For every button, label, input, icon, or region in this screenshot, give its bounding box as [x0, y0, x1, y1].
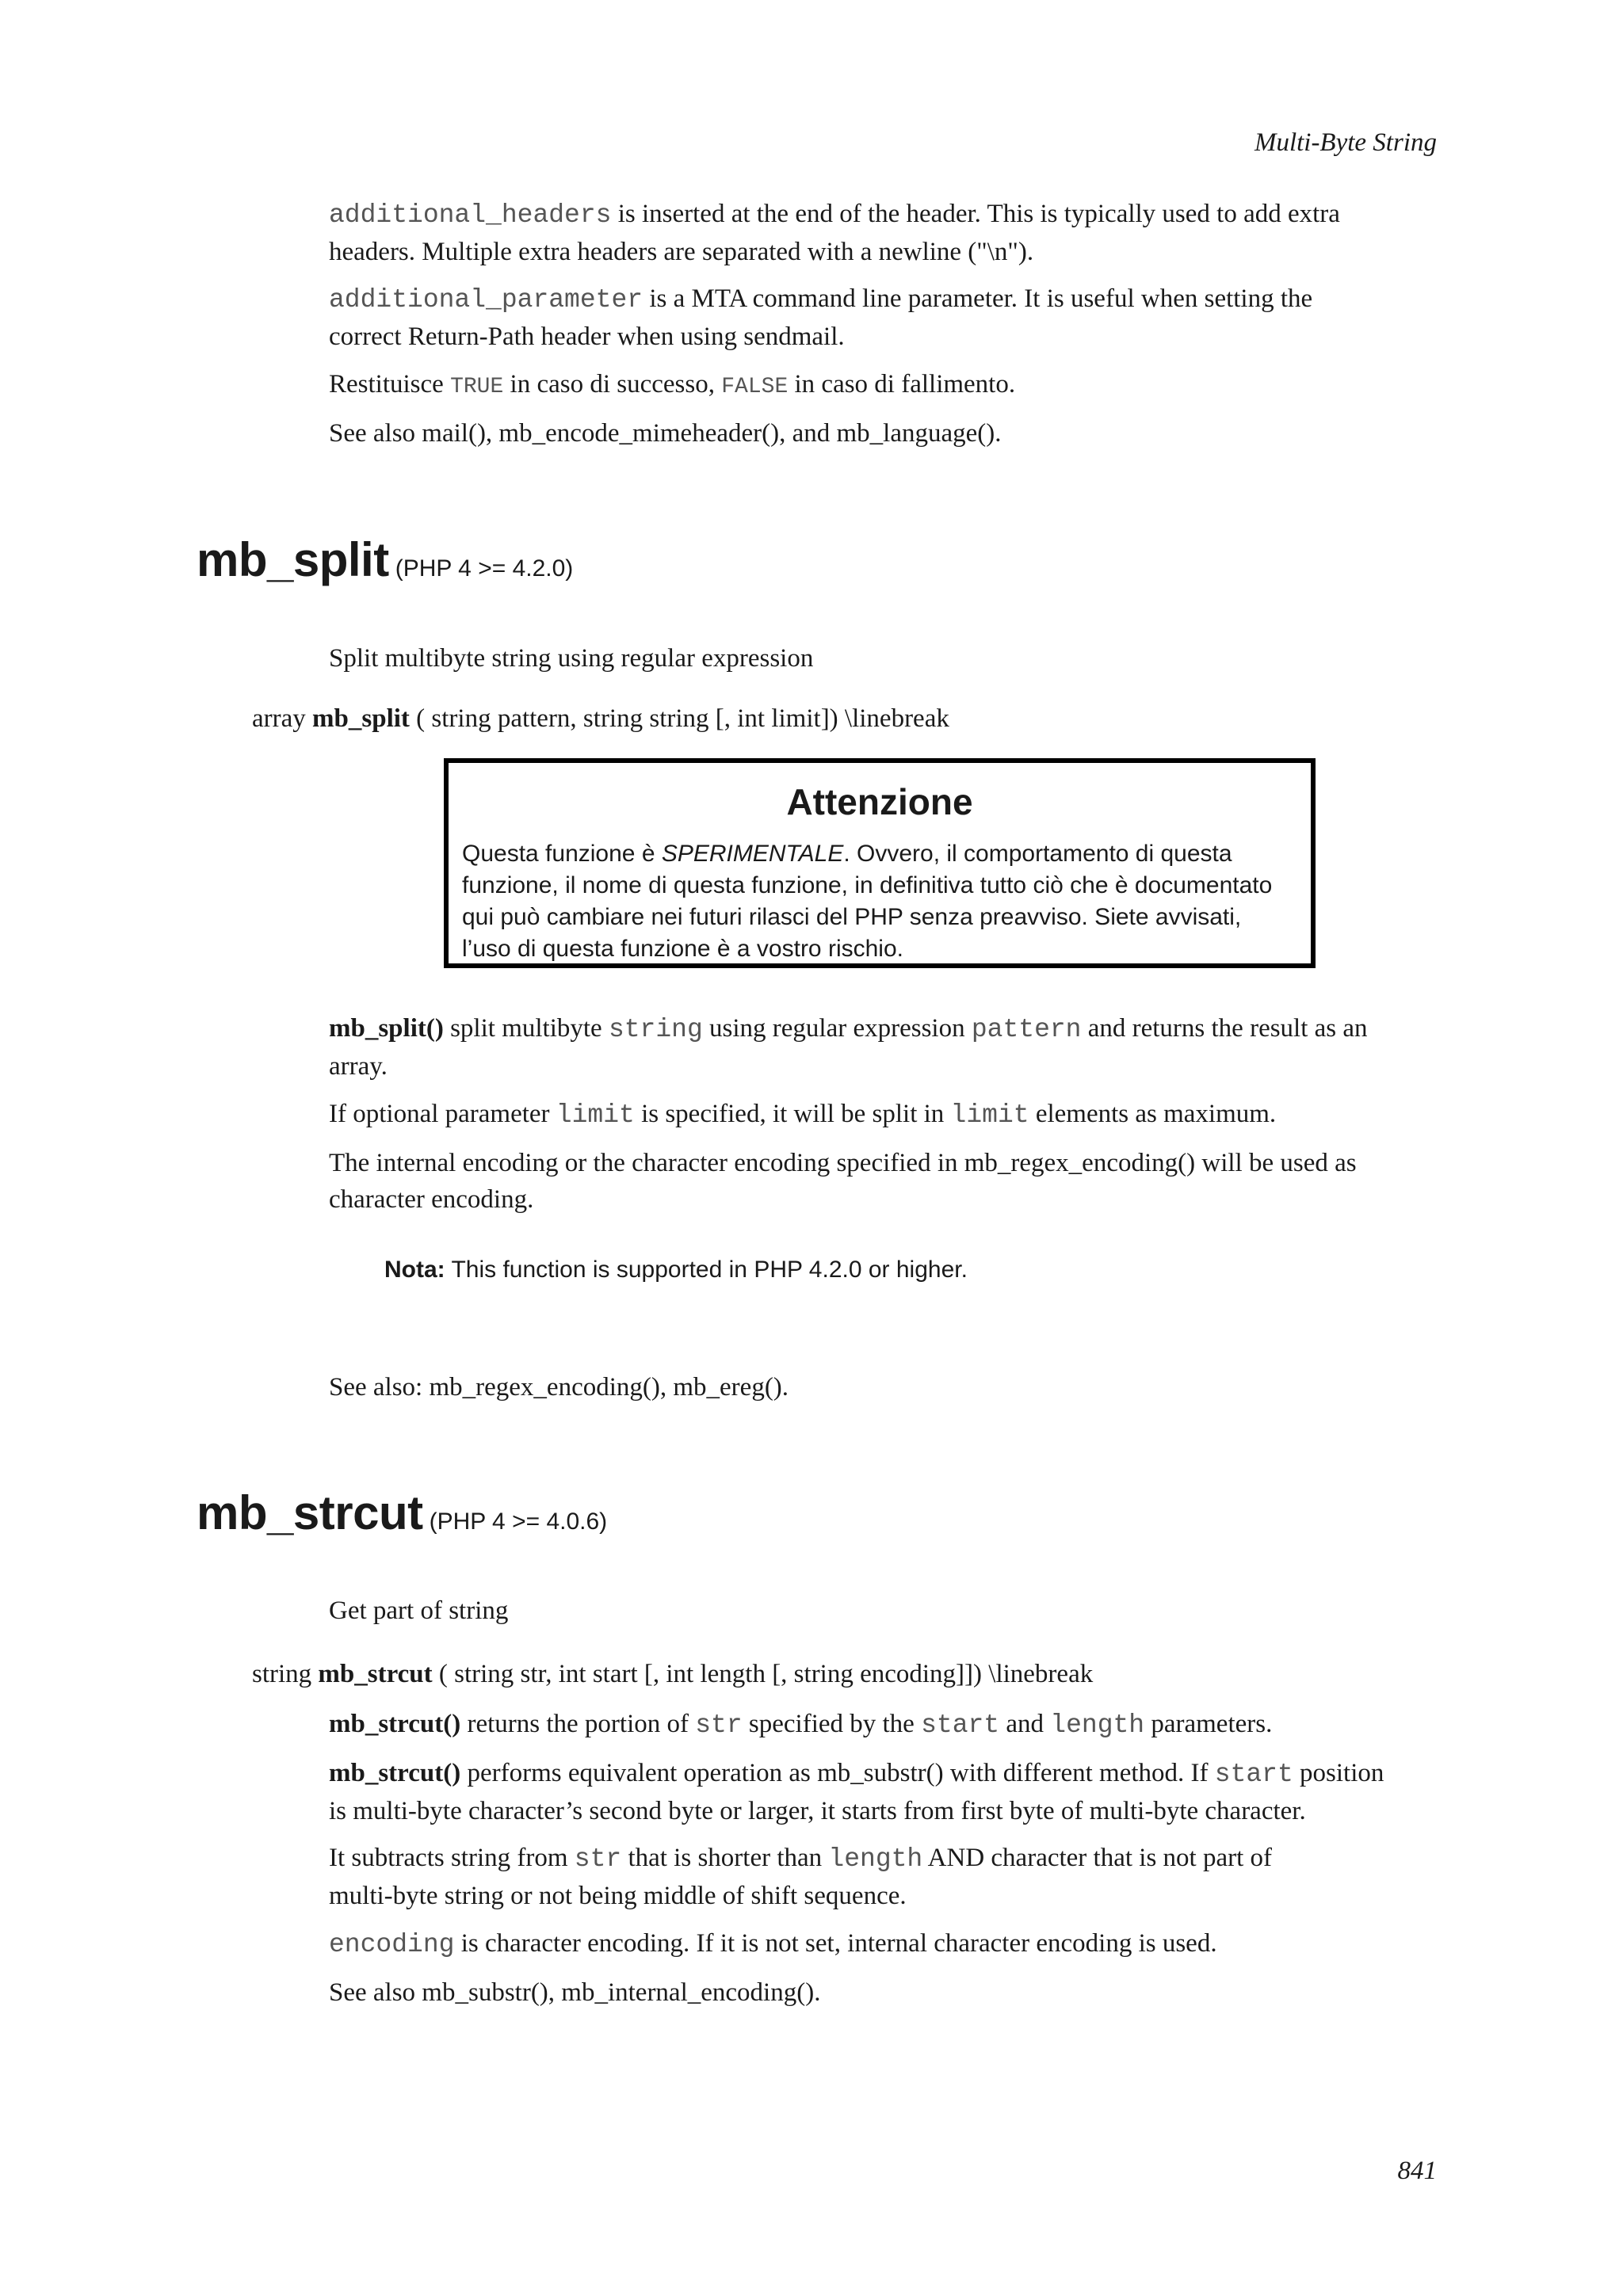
function-version: (PHP 4 >= 4.2.0) [395, 555, 574, 582]
mb-strcut-purpose: Get part of string [329, 1596, 509, 1625]
mb-strcut-description-1: mb_strcut() returns the portion of str specified by the start and length parameters. [329, 1710, 1273, 1740]
const-false: FALSE [721, 375, 789, 399]
function-heading-mb-split [197, 532, 573, 587]
function-name: mb_strcut [197, 1486, 423, 1539]
intro-paragraph-1: additional_headers is inserted at the end of the header. This is typically used to add extra headers. Multiple extra headers are separated with a newline ("\n"). [329, 200, 1340, 266]
function-heading-mb-strcut [197, 1486, 607, 1540]
running-header: Multi-Byte String [1254, 128, 1437, 157]
mb-split-see-also: See also: mb_regex_encoding(), mb_ereg(). [329, 1373, 789, 1402]
mb-strcut-description-3: It subtracts string from str that is shorter than length AND character that is not part of multi-byte string or not being middle of shift sequence. [329, 1844, 1272, 1910]
warning-text: Questa funzione è SPERIMENTALE. Ovvero, il comportamento di questa funzione, il nome di questa funzione, in definitiva tutto ciò che è documentato qui può cambiare nei futuri rilasci del PHP senza preavviso. Siete avvisati, l’uso di questa funzione è a vostro rischio. [462, 841, 1273, 962]
intro-paragraph-2: additional_parameter is a MTA command line parameter. It is useful when setting the correct Return-Path header when using sendmail. [329, 284, 1313, 351]
param-additional-parameter: additional_parameter [329, 285, 643, 315]
param-additional-headers: additional_headers [329, 200, 612, 230]
mb-split-synopsis: array mb_split ( string pattern, string string [, int limit]) \linebreak [252, 704, 949, 733]
mb-split-description-3: The internal encoding or the character encoding specified in mb_regex_encoding() will be used as character encoding. [329, 1149, 1357, 1214]
warning-title: Attenzione [786, 781, 973, 822]
mb-split-note: Nota: This function is supported in PHP 4.2.0 or higher. [384, 1257, 968, 1283]
intro-return-values: Restituisce TRUE in caso di successo, FALSE in caso di fallimento. [329, 370, 1016, 399]
intro-see-also: See also mail(), mb_encode_mimeheader(), and mb_language(). [329, 419, 1002, 448]
page-number: 841 [1397, 2157, 1437, 2185]
function-name: mb_split [197, 533, 389, 586]
mb-strcut-synopsis: string mb_strcut ( string str, int start [, int length [, string encoding]]) \linebreak [252, 1660, 1094, 1688]
mb-strcut-see-also: See also mb_substr(), mb_internal_encoding(). [329, 1978, 821, 2007]
mb-split-description-1: mb_split() split multibyte string using regular expression pattern and returns the result as an array. [329, 1014, 1368, 1081]
const-true: TRUE [450, 375, 504, 399]
warning-box [444, 758, 1316, 968]
function-version: (PHP 4 >= 4.0.6) [429, 1508, 608, 1535]
mb-strcut-description-2: mb_strcut() performs equivalent operation as mb_substr() with different method. If start position is multi-byte character’s second byte or larger, it starts from first byte of multi-byte character. [329, 1759, 1384, 1825]
mb-split-purpose: Split multibyte string using regular expression [329, 644, 814, 673]
mb-split-description-2: If optional parameter limit is specified, it will be split in limit elements as maximum. [329, 1100, 1277, 1130]
mb-strcut-description-4: encoding is character encoding. If it is not set, internal character encoding is used. [329, 1929, 1217, 1959]
